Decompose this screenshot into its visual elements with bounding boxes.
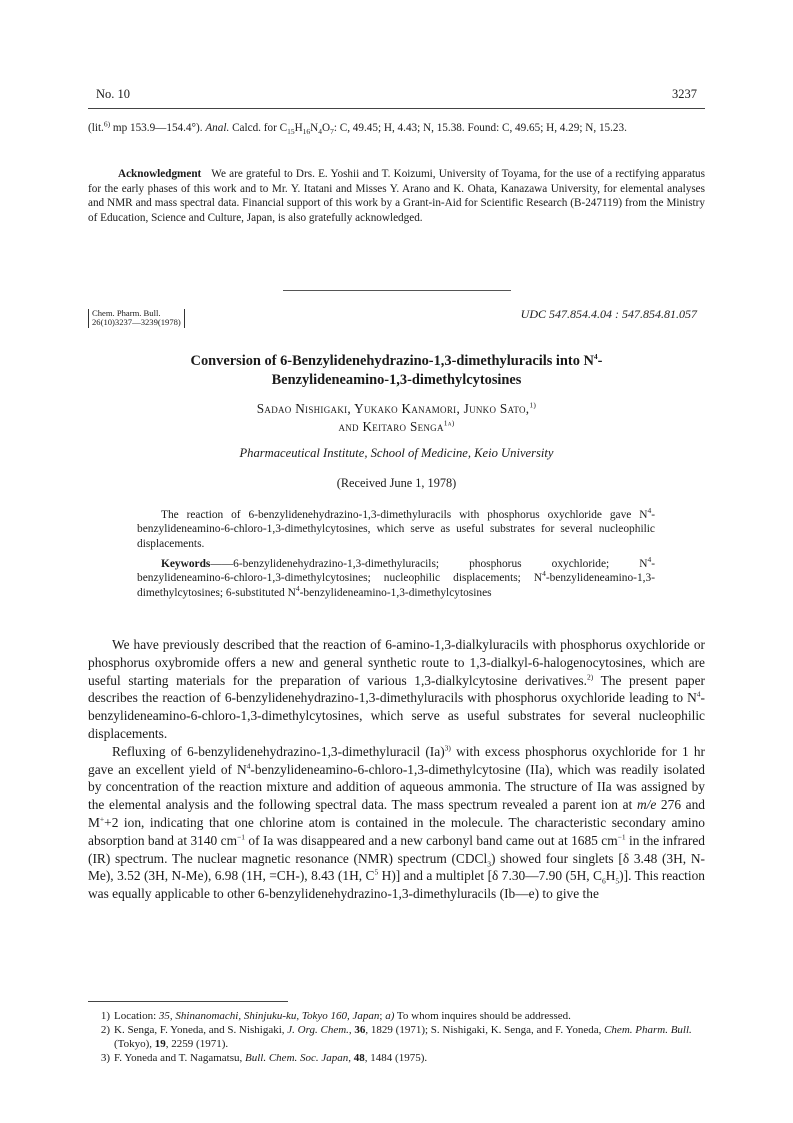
article-title: Conversion of 6-Benzylidenehydrazino-1,3-dimethyluracils into $N^4-$ Benzylideneamino-1,3-dimethylcytosines [190,352,603,388]
footnote-2: 2) K. Senga, F. Yoneda, and S. Nishigaki, J. Org. Chem., 36, 1829 (1971); S. Nishigaki, K. Senga, and F. Yoneda, Chem. Pharm. Bull. (Tokyo), 19, 2259 (1971). [100,1024,692,1050]
journal-issue: No. 10 [96,87,131,101]
keywords: Keywords——6-benzylidenehydrazino-1,3-dimethyluracils; phosphorus oxychloride; $N^4-benzylideneamino-6-chloro-1,3$-dimethylcytosines; nucleophilic displacements; $N^4-benzylideneamino-1,3$-dimethylcytosines; 6-substituted $N^4-benzylideneamino-1,3$-dimethylcytosines [137,555,655,599]
footnotes [88,1009,705,1065]
authors: Sadao Nishigaki, Yukako Kanamori, Junko Sato,$^{1)}$ and Keitaro Senga$^{1a)}$ [256,400,537,434]
received-date: (Received June 1, 1978) [336,476,457,490]
page-number: 3237 [672,87,697,101]
acknowledgment-paragraph: Acknowledgment We are grateful to Drs. E. Yoshii and T. Koizumi, University of Toyama, for the use of a rectifying apparatus for the early phases of this work and to Mr. Y. Itatani and Misses Y. Arano and K. Ohata, Kanazawa University, for elemental analyses and NMR and mass spectral data. Financial support of this work by a Grant-in-Aid for Scientific Research (B-247119) from the Ministry of Education, Science and Culture, Japan, is also gratefully acknowledged. [88,168,705,224]
footnote-1: 1) Location: 35, Shinanomachi, Shinjuku-ku, Tokyo 160, Japan; a) To whom inquires should be addressed. [100,1010,571,1022]
abstract: The reaction of 6-benzylidenehydrazino-1,3-dimethyluracils with phosphorus oxychloride gave $N^4-benzylideneamino-6-chloro-1,3$-dimethylcytosines, which serve as useful substrates for several nucleophilic displacements. [137,506,655,550]
paragraph-1: We have previously described that the reaction of 6-amino-1,3-dialkyluracils with phosphorus oxychloride or phosphorus oxybromide offers a new and general synthetic route to 1,3-dialkyl-6-halogenocytosines, which are useful starting materials for the preparation of various 1,3-dialkylcytosine derivatives.$^{2)}$ The present paper describes the reaction of 6-benzylidenehydrazino-1,3-dimethyluracils with phosphorus oxychloride leading to $N^4-benzylideneamino-6-chloro-1,3$-dimethylcytosines, which serve as useful substrates for several nucleophilic displacements. [88,637,705,741]
journal-citation: Chem. Pharm. Bull. 26(10)3237—3239(1978) [88,309,185,328]
header-rule [88,108,705,109]
section-divider [283,290,511,291]
previous-article-analysis: (lit.$^{6)}$ mp 153.9—154.4°). Anal. Calcd. for $C_{15}H_{16}N_4O_7$: C, 49.45; H, 4.43; N, 15.38. Found: C, 49.65; H, 4.29; N, 15.23. [88,119,627,137]
footnote-3: 3) F. Yoneda and T. Nagamatsu, Bull. Chem. Soc. Japan, 48, 1484 (1975). [100,1052,428,1064]
udc-code: UDC 547.854.4.04 : 547.854.81.057 [520,307,697,321]
affiliation: Pharmaceutical Institute, School of Medicine, Keio University [239,446,554,460]
keywords-label: Keywords [161,558,211,570]
paragraph-2: Refluxing of 6-benzylidenehydrazino-1,3-dimethyluracil $(Ia)^{3)}$ with excess phosphorus oxychloride for 1 hr gave an excellent yield of $N^4-benzylideneamino-6-chloro-1,3$-dimethylcytosine (IIa), which was readily isolated by concentration of the reaction mixture and addition of aqueous ammonia. The structure of IIa was assigned by the elemental analysis and the following spectral data. The mass spectrum revealed a parent ion at m/e 276 and M++2 ion, indicating that one chlorine atom is contained in the molecule. The characteristic secondary amino absorption band at 3140 $cm^{-1}$ of Ia was disappeared and a new carbonyl band came out at 1685 $cm^{-1}$ in the infrared (IR) spectrum. The nuclear magnetic resonance (NMR) spectrum (CDCl$_3$) showed four singlets [δ 3.48 (3H, N-Me), 3.52 (3H, N-Me), 6.98 (1H, =CH-), 8.43 (1H, $C^5$ H)] and a multiplet [δ 7.30—7.90 (5H, $C_6H_5$)]. This reaction was equally applicable to other 6-benzylidenehydrazino-1,3-dimethyluracils (Ib—e) to give the [88,743,706,902]
body-text [88,636,705,903]
footnote-rule [88,1001,288,1002]
acknowledgment-title: Acknowledgment [118,168,202,180]
